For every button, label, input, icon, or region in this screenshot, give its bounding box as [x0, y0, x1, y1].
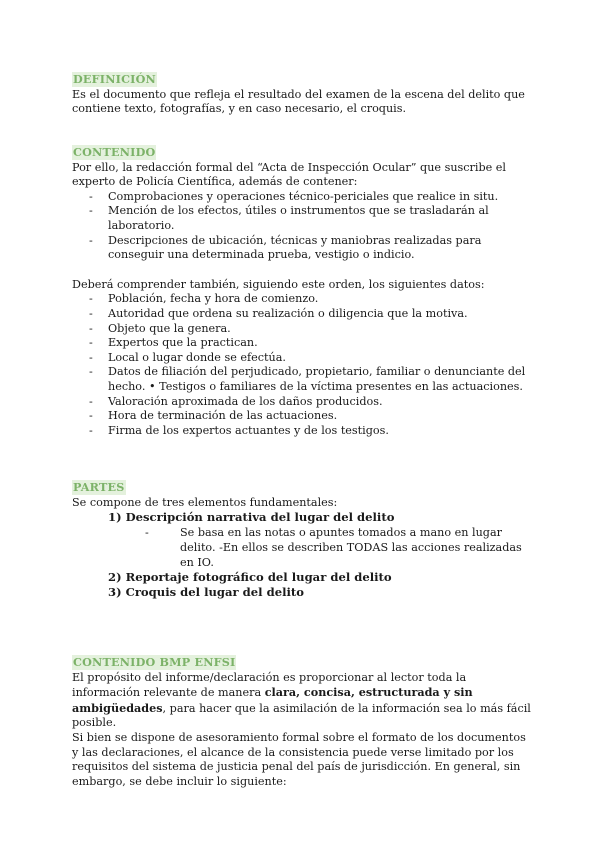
- parte-3: 3) Croquis del lugar del delito: [108, 585, 304, 600]
- section-bmp-enfsi: [72, 655, 532, 789]
- list-item: - Hora de terminación de las actuaciones.: [72, 409, 532, 424]
- bmp-paragraph-1: [72, 671, 532, 731]
- contenido-list: [72, 190, 532, 263]
- contenido-intro2: Deberá comprender también, siguiendo este orden, los siguientes datos:: [72, 277, 485, 291]
- bmp-paragraph-2: Si bien se dispone de asesoramiento formal sobre el formato de los documentos y las declaraciones, el alcance de la consistencia puede verse limitado por los requisitos del sistema de justicia penal del país de jurisdicción. En general, sin embargo, se debe incluir lo siguiente:: [72, 730, 526, 788]
- bmp-text-1: El propósito del informe/declaración es proporcionar al lector toda la información relevante de manera: [72, 670, 467, 700]
- heading-definicion: DEFINICIÓN: [73, 72, 156, 86]
- bmp-text-bold: clara, concisa, estructurada y sin ambigüedades: [72, 685, 473, 715]
- partes-intro: Se compone de tres elementos fundamentales:: [72, 495, 338, 509]
- parte-1-title: 1) Descripción narrativa del lugar del delito: [108, 510, 395, 525]
- section-partes: [72, 480, 532, 600]
- list-item: - Local o lugar donde se efectúa.: [72, 351, 532, 366]
- list-item: - Firma de los expertos actuantes y de los testigos.: [72, 424, 532, 439]
- definicion-text: Es el documento que refleja el resultado del examen de la escena del delito que contiene texto, fotografías, y en caso necesario, el croquis.: [72, 87, 525, 116]
- list-item: - Descripciones de ubicación, técnicas y maniobras realizadas para conseguir una determinada prueba, vestigio o indicio.: [72, 234, 532, 263]
- bmp-text-1-end: , para hacer que la asimilación de la información sea lo más fácil posible.: [72, 701, 531, 730]
- list-item: - Mención de los efectos, útiles o instrumentos que se trasladarán al laboratorio.: [72, 204, 532, 233]
- list-item: - Se basa en las notas o apuntes tomados a mano en lugar delito. -En ellos se describen TODAS las acciones realizadas en IO.: [144, 525, 532, 570]
- contenido-intro: Por ello, la redacción formal del “Acta de Inspección Ocular” que suscribe el experto de Policía Científica, además de contener:: [72, 160, 507, 189]
- section-contenido: [72, 145, 532, 438]
- heading-partes: PARTES: [73, 480, 125, 494]
- parte-2: 2) Reportaje fotográfico del lugar del delito: [108, 570, 392, 585]
- list-item: - Datos de filiación del perjudicado, propietario, familiar o denunciante del hecho. • Testigos o familiares de la víctima presentes en las actuaciones.: [72, 365, 532, 394]
- heading-contenido: CONTENIDO: [73, 145, 156, 159]
- parte-1-sublist: [108, 525, 532, 570]
- list-item: - Objeto que la genera.: [72, 322, 532, 337]
- section-definicion: [72, 72, 532, 117]
- partes-list: [72, 510, 532, 600]
- list-item: - Expertos que la practican.: [72, 336, 532, 351]
- list-item: - Valoración aproximada de los daños producidos.: [72, 395, 532, 410]
- datos-list: [72, 292, 532, 438]
- list-item: - Comprobaciones y operaciones técnico-periciales que realice in situ.: [72, 190, 532, 205]
- parte-1: [108, 510, 532, 570]
- list-item: - Población, fecha y hora de comienzo.: [72, 292, 532, 307]
- heading-bmp-enfsi: CONTENIDO BMP ENFSI: [73, 655, 236, 669]
- list-item: - Autoridad que ordena su realización o diligencia que la motiva.: [72, 307, 532, 322]
